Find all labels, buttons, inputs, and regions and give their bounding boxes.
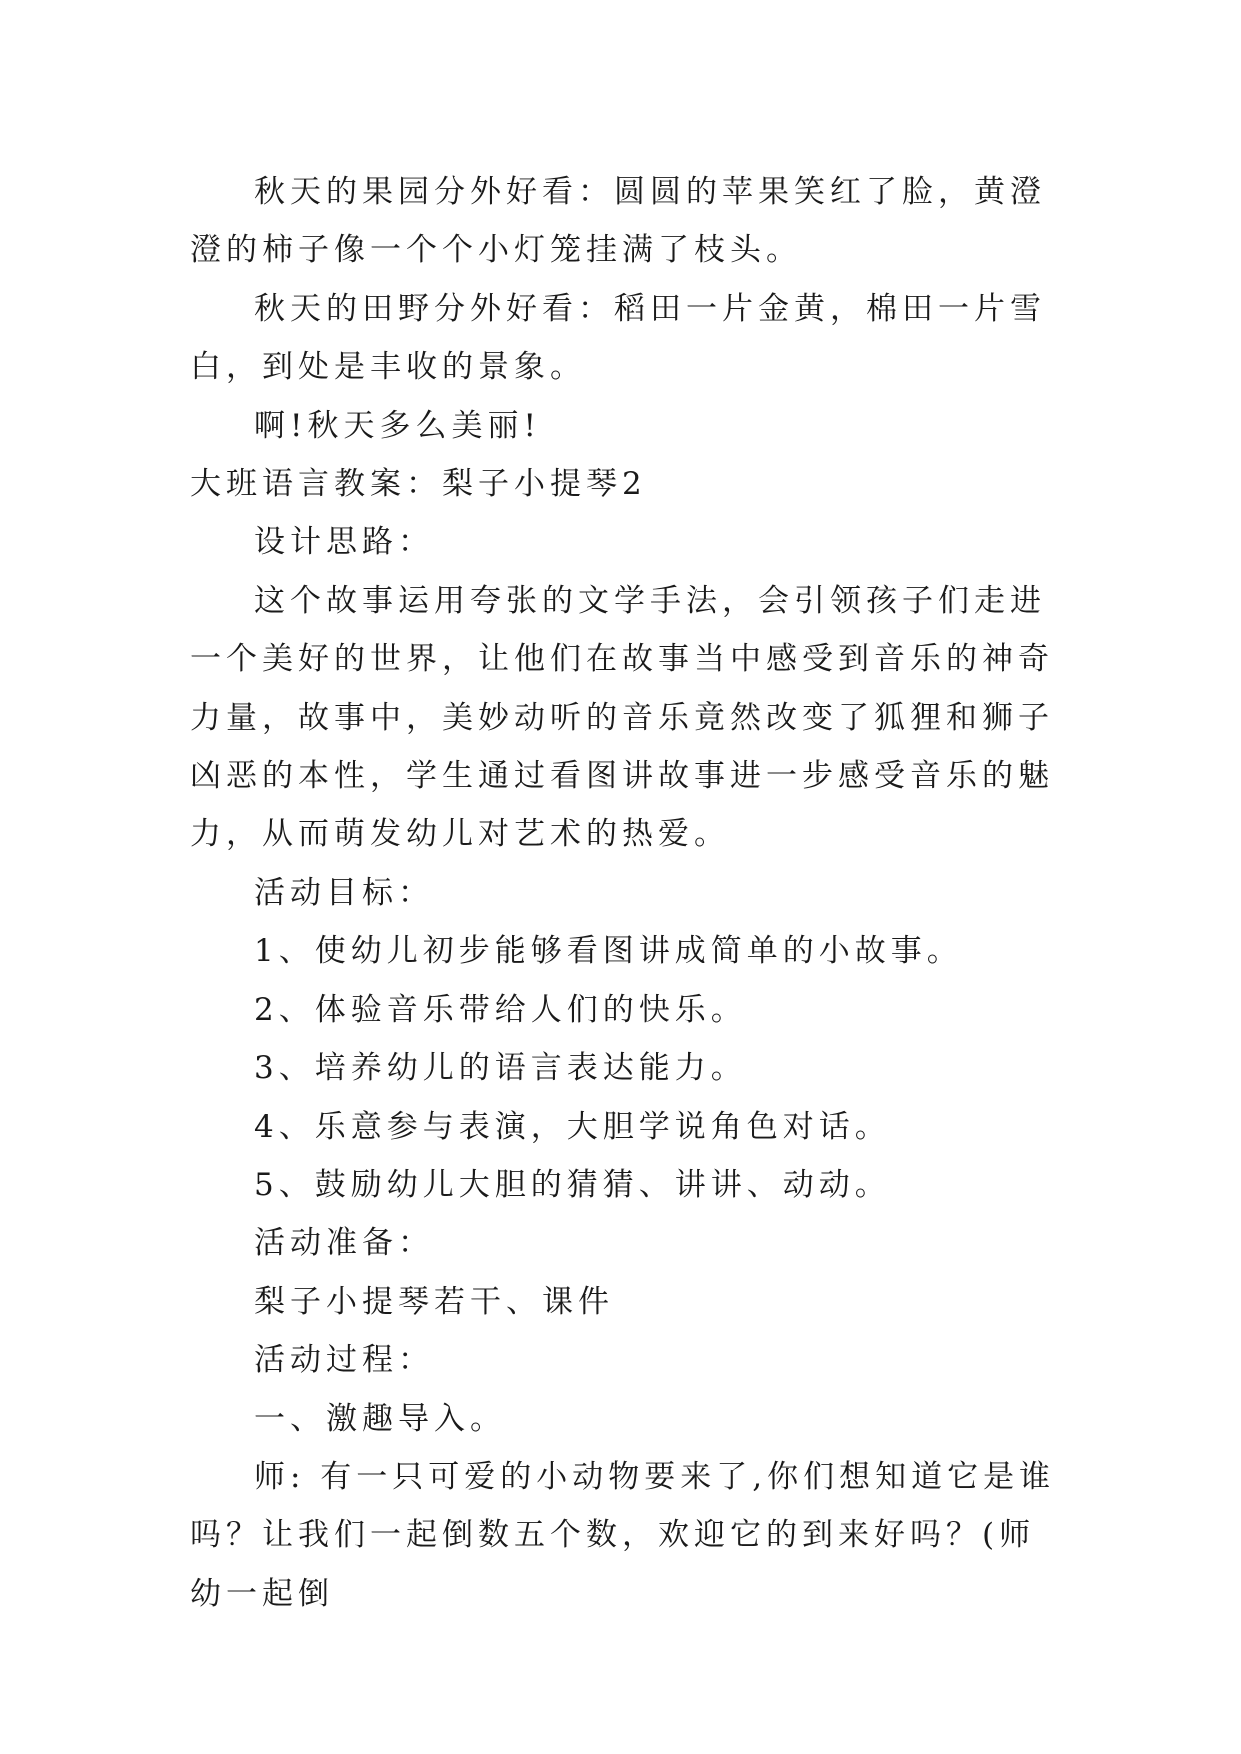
step-heading-1: 一、激趣导入。: [254, 1400, 506, 1437]
paragraph-design-idea: 这个故事运用夸张的文学手法，会引领孩子们走进一个美好的世界，让他们在故事当中感受到音乐的神奇力量，故事中，美妙动听的音乐竟然改变了狐狸和狮子凶恶的本性，学生通过看图讲故事进一步感受音乐的魅力，从而萌发幼儿对艺术的热爱。: [190, 582, 1054, 853]
heading-activity-preparation: 活动准备：: [254, 1225, 434, 1262]
goal-item-2: 2、体验音乐带给人们的快乐。: [254, 991, 747, 1028]
goal-item-1: 1、使幼儿初步能够看图讲成简单的小故事。: [254, 933, 963, 970]
heading-activity-goals: 活动目标：: [254, 874, 434, 911]
heading-design-idea: 设计思路：: [254, 524, 434, 561]
paragraph-fields: 秋天的田野分外好看：稻田一片金黄，棉田一片雪白，到处是丰收的景象。: [190, 290, 1046, 386]
document-body: [190, 163, 1070, 1623]
paragraph-teacher-intro: 师: 有一只可爱的小动物要来了,你们想知道它是谁吗？让我们一起倒数五个数，欢迎它的到来好吗？(师幼一起倒: [190, 1458, 1056, 1612]
goal-item-3: 3、培养幼儿的语言表达能力。: [254, 1050, 747, 1087]
paragraph-orchard: 秋天的果园分外好看：圆圆的苹果笑红了脸，黄澄澄的柿子像一个个小灯笼挂满了枝头。: [190, 174, 1046, 269]
heading-activity-process: 活动过程：: [254, 1342, 434, 1379]
paragraph-exclamation: 啊!秋天多么美丽!: [254, 407, 541, 444]
lesson-title: 大班语言教案：梨子小提琴2: [190, 466, 647, 503]
goal-item-5: 5、鼓励幼儿大胆的猜猜、讲讲、动动。: [254, 1166, 891, 1203]
goal-item-4: 4、乐意参与表演，大胆学说角色对话。: [254, 1108, 891, 1145]
paragraph-preparation: 梨子小提琴若干、课件: [254, 1283, 614, 1320]
